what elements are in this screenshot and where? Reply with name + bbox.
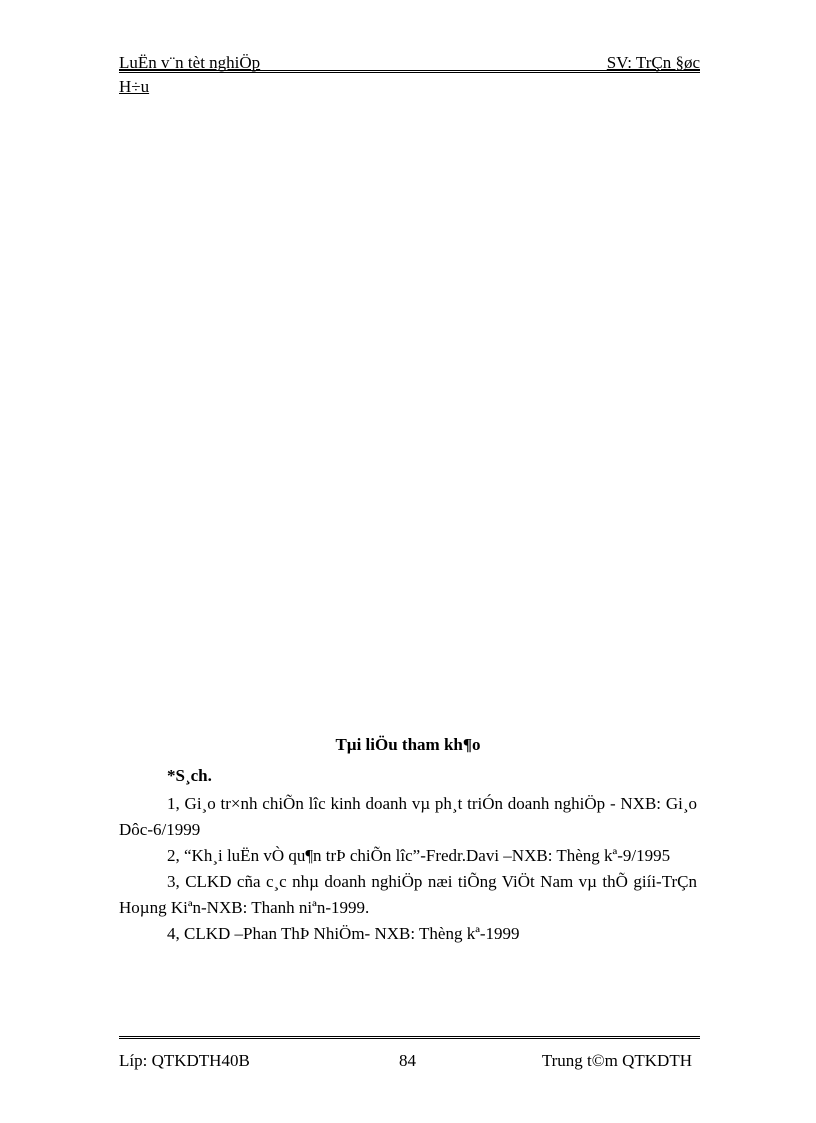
page-number: 84 [399,1051,416,1070]
references-section [119,732,697,947]
footer-center-name: Trung t©m QTKDTH [541,1051,692,1070]
footer-class: Líp: QTKDTH40B [119,1051,250,1070]
reference-item: 4, CLKD –Phan ThÞ NhiÖm- NXB: Thèng kª-1999 [167,924,520,943]
reference-item: 3, CLKD cña c¸c nhµ doanh nghiÖp næi tiÕng ViÖt Nam vµ thÕ giíi-TrÇn Hoµng Kiªn-NXB: Thanh niªn-1999. [119,872,697,917]
page-footer [119,1036,700,1076]
header-thesis-label: LuËn v¨n tèt nghiÖp [119,53,261,72]
references-title: Tµi liÖu tham kh¶o [335,735,481,754]
page-header [119,52,700,96]
header-rule [119,70,700,73]
reference-item: 1, Gi¸o tr×nh chiÕn lîc kinh doanh vµ ph¸t triÓn doanh nghiÖp - NXB: Gi¸o Dôc-6/1999 [119,794,697,839]
reference-item: 2, “Kh¸i luËn vÒ qu¶n trÞ chiÕn lîc”-Fredr.Davi –NXB: Thèng kª-9/1995 [167,846,671,865]
footer-rule [119,1036,700,1039]
references-subtitle: *S¸ch. [167,766,212,785]
header-student-name-cont: H÷u [119,77,150,96]
header-student-name: SV: TrÇn §øc [606,53,700,72]
